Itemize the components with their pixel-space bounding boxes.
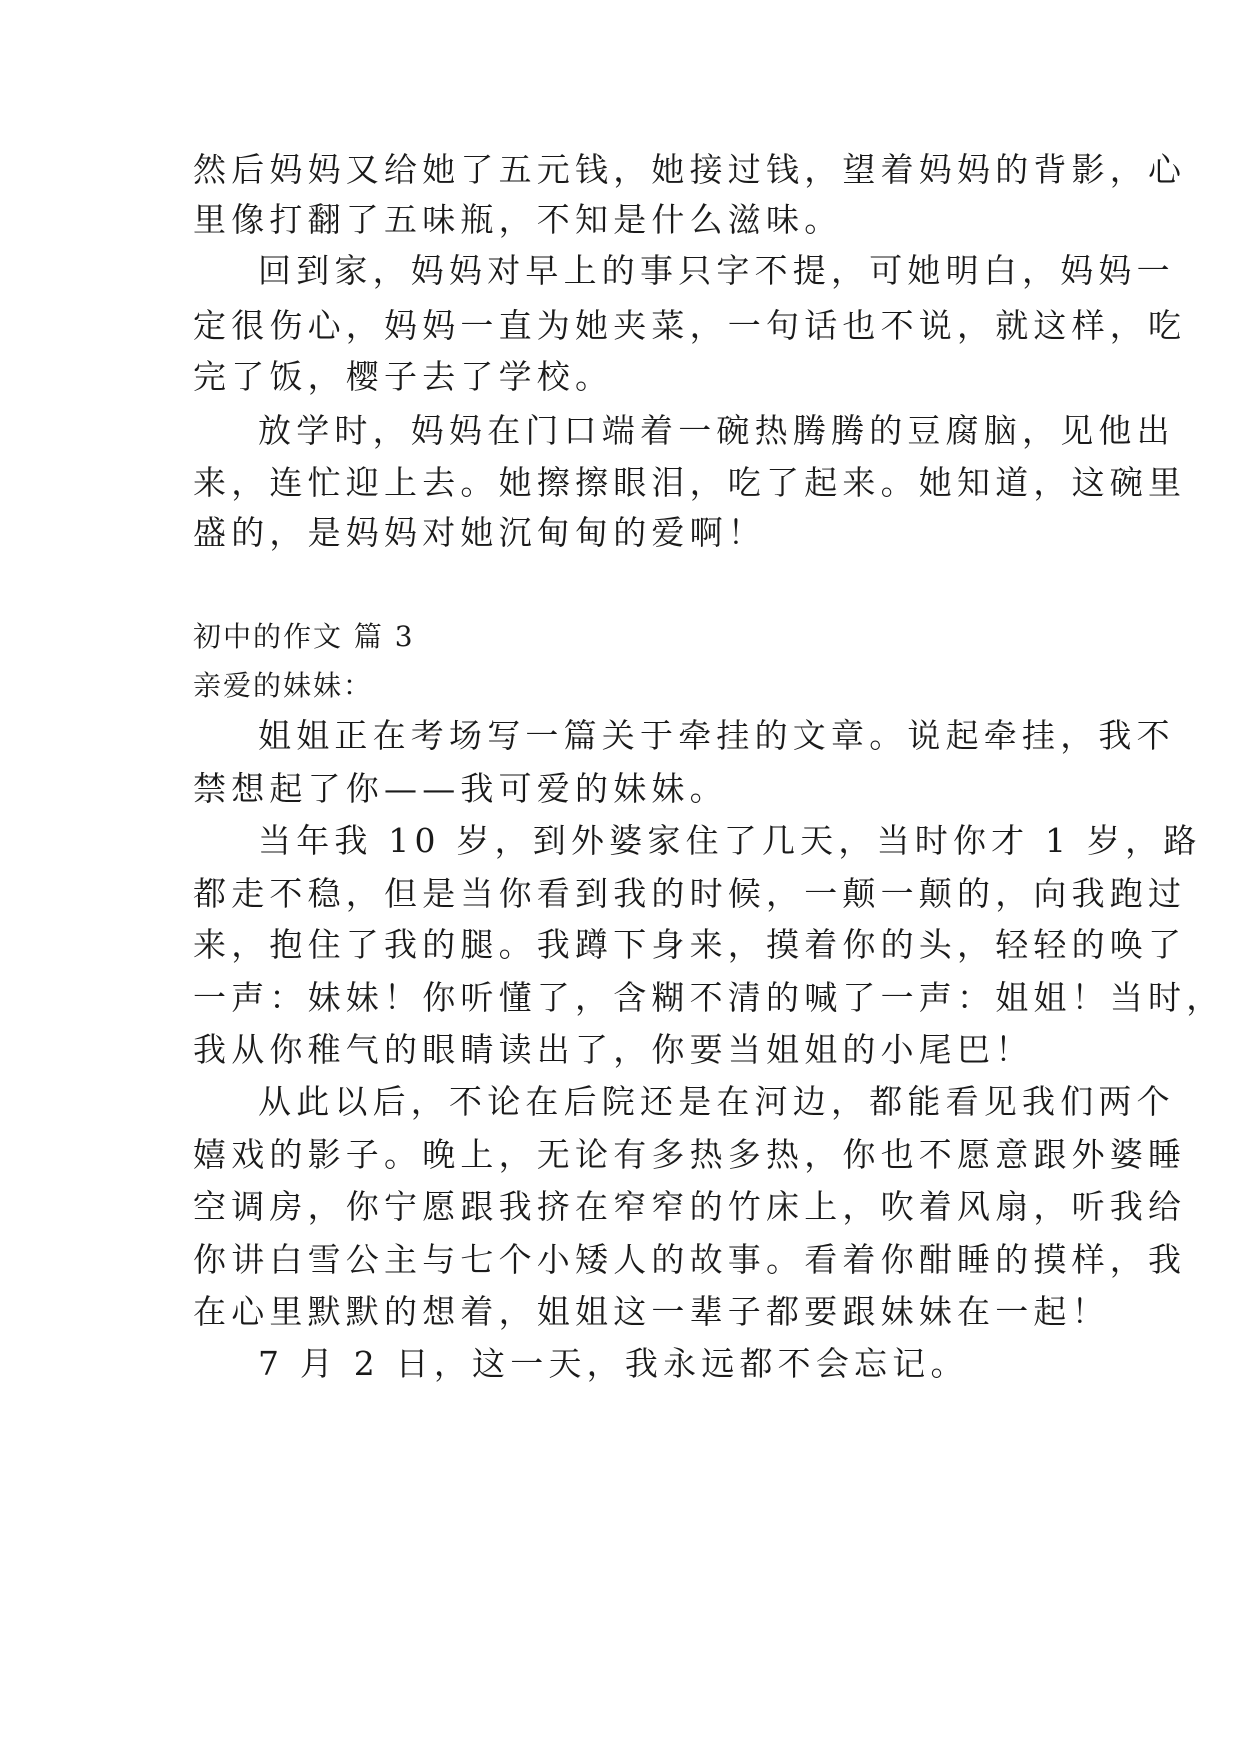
essay-heading: 初中的作文 篇 3 [193, 620, 415, 653]
text-line: 来，连忙迎上去。她擦擦眼泪，吃了起来。她知道，这碗里 [193, 463, 1187, 502]
text-line: 禁想起了你——我可爱的妹妹。 [193, 769, 728, 808]
text-line: 放学时，妈妈在门口端着一碗热腾腾的豆腐脑，见他出 [258, 411, 1175, 450]
text-line: 盛的，是妈妈对她沉甸甸的爱啊！ [193, 513, 766, 552]
text-line: 在心里默默的想着，姐姐这一辈子都要跟妹妹在一起！ [193, 1292, 1110, 1331]
text-line: 我从你稚气的眼睛读出了，你要当姐姐的小尾巴！ [193, 1030, 1034, 1069]
text-line: 空调房，你宁愿跟我挤在窄窄的竹床上，吹着风扇，听我给 [193, 1187, 1187, 1226]
text-line: 一声：妹妹！你听懂了，含糊不清的喊了一声：姐姐！当时， [193, 978, 1225, 1017]
text-line: 嬉戏的影子。晚上，无论有多热多热，你也不愿意跟外婆睡 [193, 1135, 1187, 1174]
text-line: 都走不稳，但是当你看到我的时候，一颠一颠的，向我跑过 [193, 874, 1187, 913]
text-line: 你讲白雪公主与七个小矮人的故事。看着你酣睡的摸样，我 [193, 1240, 1187, 1279]
text-line: 从此以后，不论在后院还是在河边，都能看见我们两个 [258, 1082, 1175, 1121]
text-line: 回到家，妈妈对早上的事只字不提，可她明白，妈妈一 [258, 251, 1175, 290]
text-line: 当年我 10 岁，到外婆家住了几天，当时你才 1 岁，路 [258, 821, 1202, 860]
text-line: 然后妈妈又给她了五元钱，她接过钱，望着妈妈的背影，心 [193, 150, 1187, 189]
text-line: 姐姐正在考场写一篇关于牵挂的文章。说起牵挂，我不 [258, 716, 1175, 755]
text-line: 来，抱住了我的腿。我蹲下身来，摸着你的头，轻轻的唤了 [193, 925, 1187, 964]
text-line: 里像打翻了五味瓶，不知是什么滋味。 [193, 200, 843, 239]
text-line: 完了饭，樱子去了学校。 [193, 357, 614, 396]
text-line: 定很伤心，妈妈一直为她夹菜，一句话也不说，就这样，吃 [193, 306, 1187, 345]
salutation: 亲爱的妹妹： [193, 669, 374, 702]
text-line: 7 月 2 日，这一天，我永远都不会忘记。 [258, 1344, 969, 1383]
